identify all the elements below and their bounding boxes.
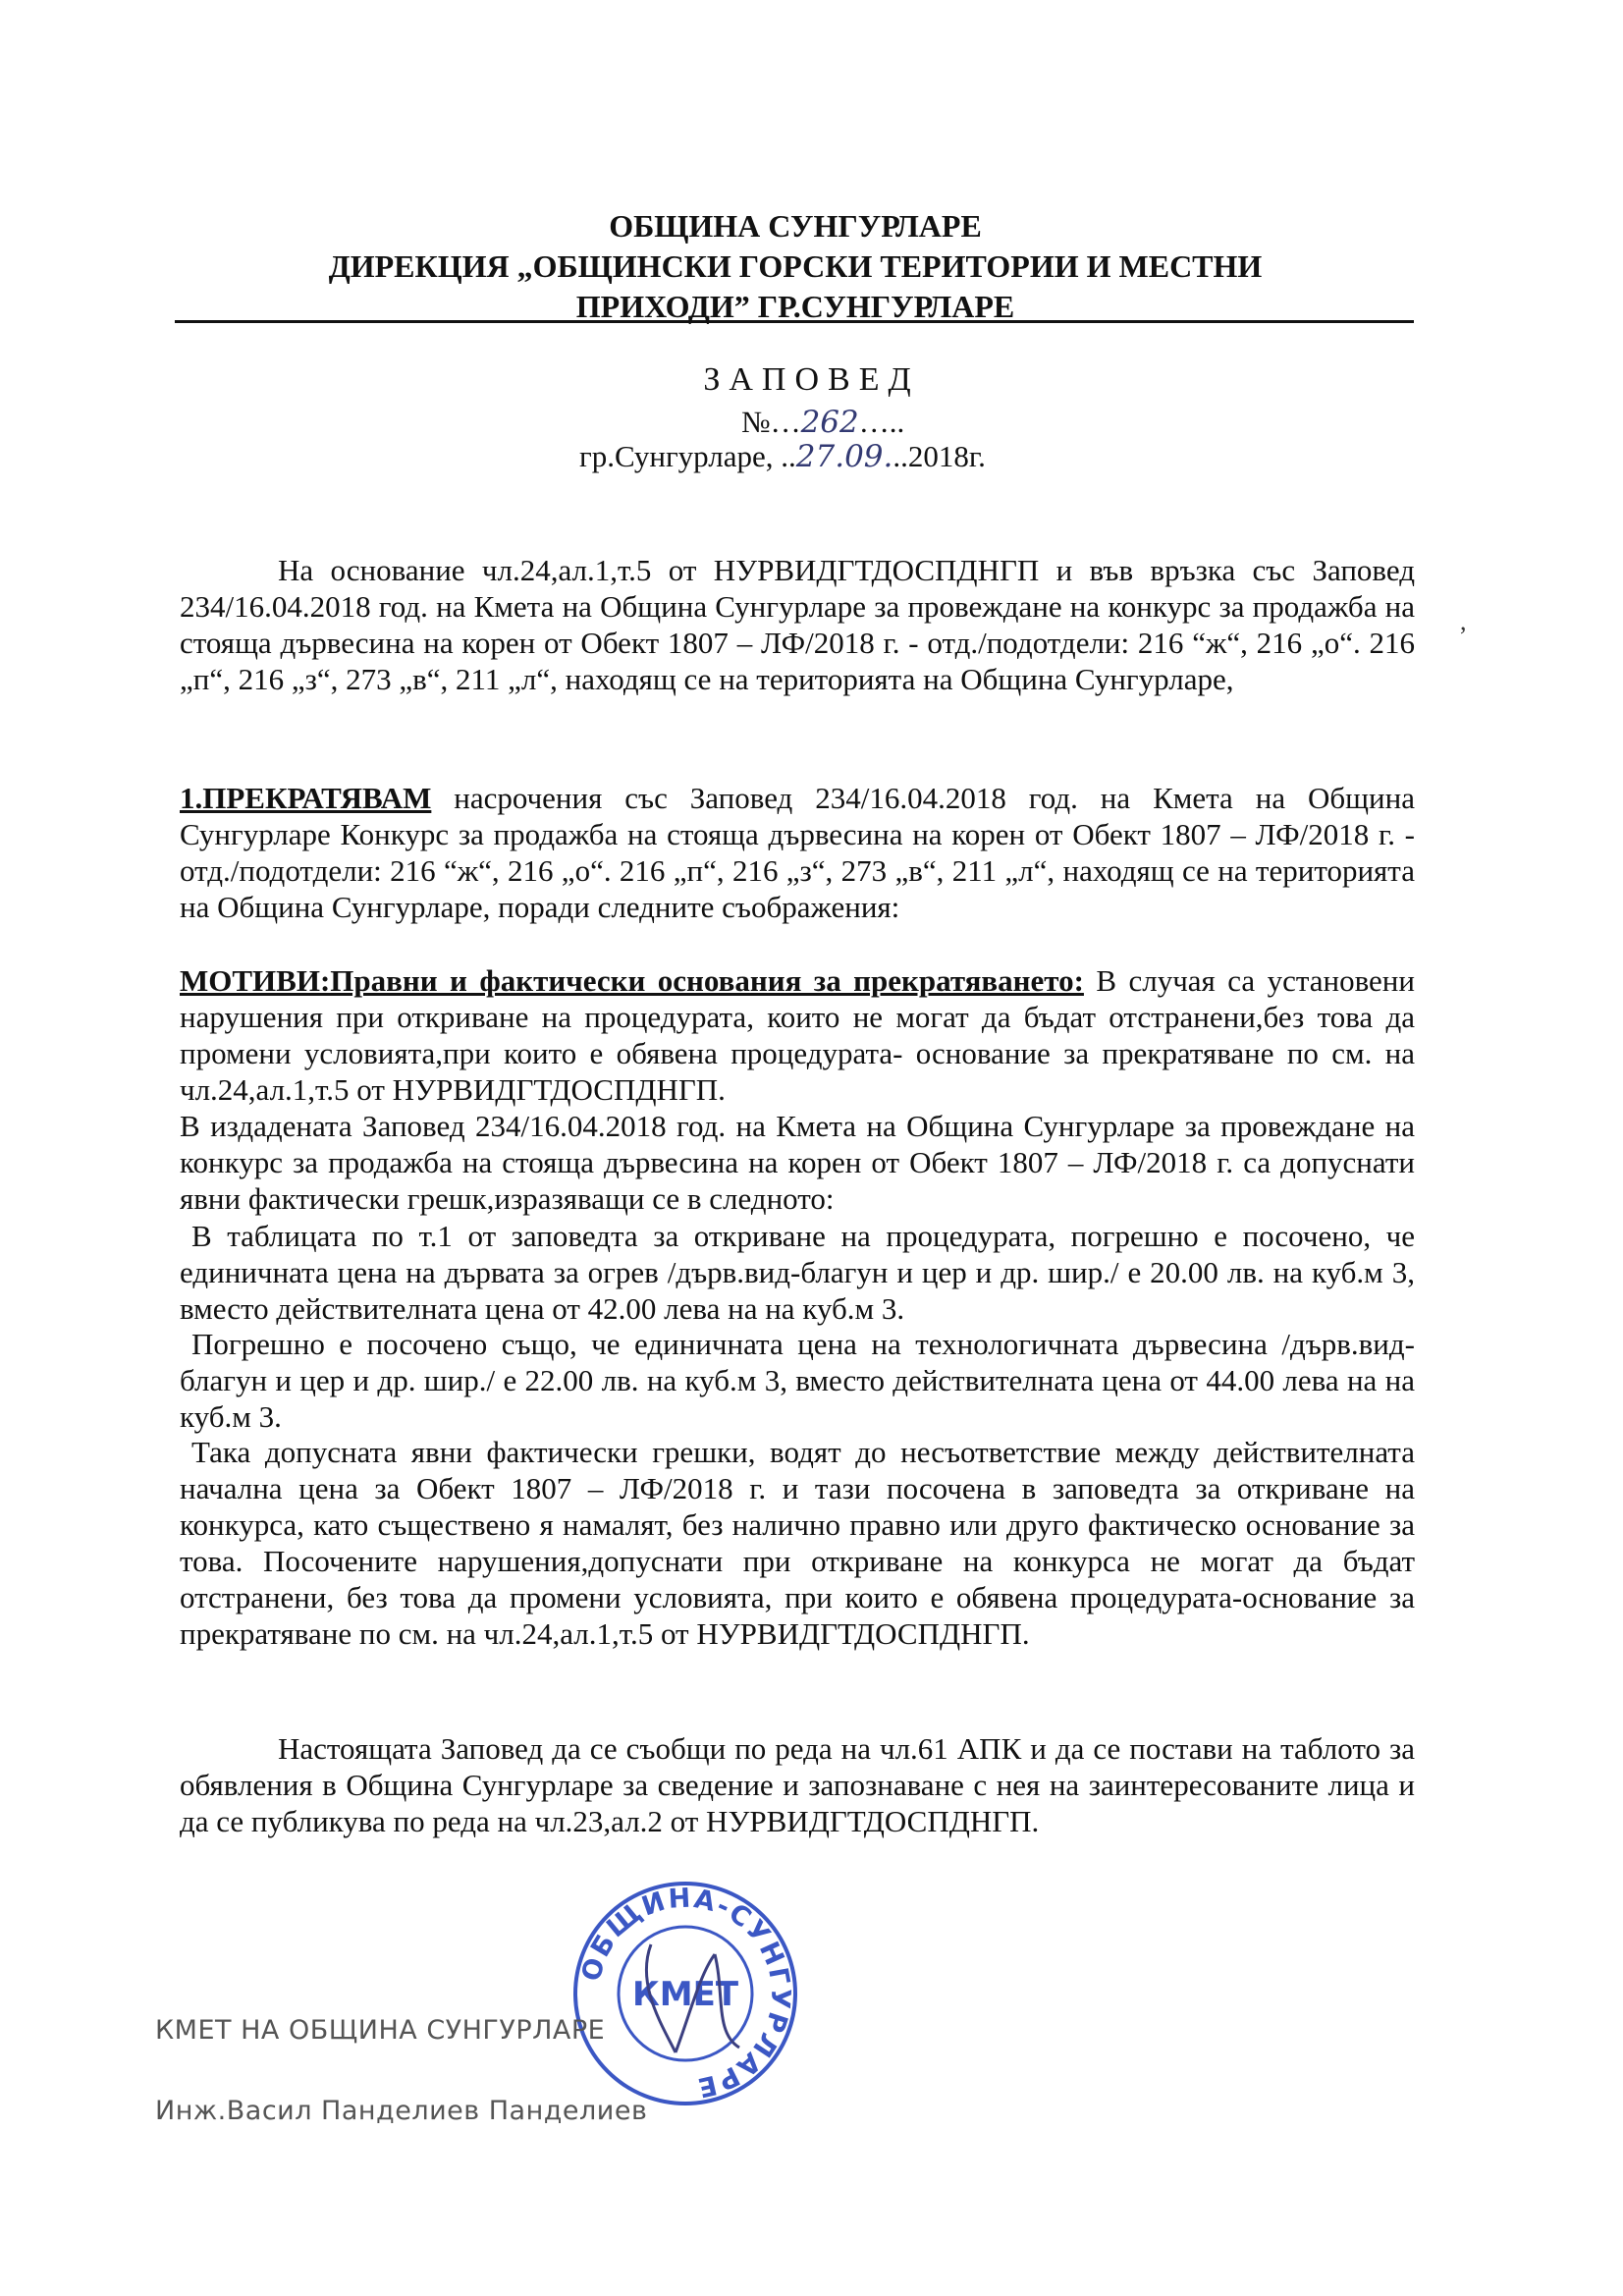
stamp-center-text: КМЕТ (631, 1975, 739, 2014)
order-date-handwritten: 27.09. (795, 439, 893, 474)
order-number (741, 405, 904, 440)
margin-mark: , (1460, 607, 1467, 635)
municipal-stamp (568, 1876, 803, 2111)
signer-name: Инж.Васил Панделиев Панделиев (155, 2096, 648, 2126)
order-year: ..2018г. (893, 439, 986, 473)
order-place-date (579, 439, 986, 474)
header-line-1: ОБЩИНА СУНГУРЛАРЕ (609, 208, 982, 244)
order-title: ЗАПОВЕД (703, 361, 920, 398)
motives-paragraph (180, 962, 1415, 1108)
order-number-prefix: №… (741, 405, 801, 439)
order-place: гр.Сунгурларе, .. (579, 439, 796, 473)
header-line-2: ДИРЕКЦИЯ „ОБЩИНСКИ ГОРСКИ ТЕРИТОРИИ И МЕСТНИ (328, 248, 1263, 284)
header-line-3: ПРИХОДИ” ГР.СУНГУРЛАРЕ (575, 289, 1015, 324)
motives-text: В случая са установени нарушения при откриване на процедурата, които не могат да бъдат отстранени,без това да промени условията,при които е обявена процедурата- основание за прекратяване по см. на чл.24,ал.1,т.5 от НУРВИДГТДОСПДНГП. (180, 963, 1415, 1107)
motives-paragraph-4: Погрешно е посочено също, че единичната цена на технологичната дървесина /дърв.вид-благун и цер и др. шир./ е 22.00 лв. на куб.м 3, вместо действителната цена от 44.00 лева на на куб.м 3. (180, 1327, 1415, 1434)
preamble-paragraph: На основание чл.24,ал.1,т.5 от НУРВИДГТДОСПДНГП и във връзка със Заповед 234/16.04.2018 год. на Кмета на Община Сунгурларе за провеждане на конкурс за продажба на стояща дървесина на корен от Обект 1807 – ЛФ/2018 г. - отд./подотдели: 216 “ж“, 216 „о“. 216 „п“, 216 „з“, 273 „в“, 211 „л“, находящ се на територията на Община Сунгурларе, (180, 553, 1415, 696)
order-number-handwritten: 262 (800, 405, 859, 440)
header-divider (175, 320, 1414, 323)
signer-title: КМЕТ НА ОБЩИНА СУНГУРЛАРЕ (155, 2015, 606, 2046)
motives-paragraph-5: Така допусната явни фактически грешки, водят до несъответствие между действителната начална цена за Обект 1807 – ЛФ/2018 г. и тази посочена в заповедта за откриване на конкурса, като съществено я намалят, без налично правно или друго фактическо основание за това. Посочените нарушения,допуснати при откриване на конкурса не могат да бъдат отстранени, без това да промени условията, при които е обявена процедурата-основание за прекратяване по см. на чл.24,ал.1,т.5 от НУРВИДГТДОСПДНГП. (180, 1435, 1415, 1651)
decision-paragraph (180, 780, 1415, 925)
order-number-suffix: ….. (858, 405, 905, 439)
decision-text: насрочения със Заповед 234/16.04.2018 год. на Кмета на Община Сунгурларе Конкурс за продажба на стояща дървесина на корен от Обект 1807 – ЛФ/2018 г. - отд./подотдели: 216 “ж“, 216 „о“. 216 „п“, 216 „з“, 273 „в“, 211 „л“, находящ се на територията на Община Сунгурларе, поради следните съображения: (180, 781, 1415, 924)
document-header (167, 206, 1424, 327)
decision-label: 1.ПРЕКРАТЯВАМ (180, 781, 432, 815)
motives-paragraph-2: В издадената Заповед 234/16.04.2018 год. на Кмета на Община Сунгурларе за провеждане на конкурс за продажба на стояща дървесина на корен от Обект 1807 – ЛФ/2018 г. са допуснати явни фактически грешк,изразяващи се в следното: (180, 1109, 1415, 1216)
motives-paragraph-3: В таблицата по т.1 от заповедта за откриване на процедурата, погрешно е посочено, че единичната цена на дървата за огрев /дърв.вид-благун и цер и др. шир./ е 20.00 лв. на куб.м 3, вместо действителната цена от 42.00 лева на на куб.м 3. (180, 1219, 1415, 1326)
motives-label: МОТИВИ:Правни и фактически основания за прекратяването: (180, 963, 1084, 998)
stamp-ring-text-path: ОБЩИНА-СУНГУРЛАРЕ (575, 1883, 796, 2104)
closing-paragraph: Настоящата Заповед да се съобщи по реда на чл.61 АПК и да се постави на таблото за обявления в Община Сунгурларе за сведение и запознаване с нея на заинтересованите лица и да се публикува по реда на чл.23,ал.2 от НУРВИДГТДОСПДНГП. (180, 1731, 1415, 1838)
